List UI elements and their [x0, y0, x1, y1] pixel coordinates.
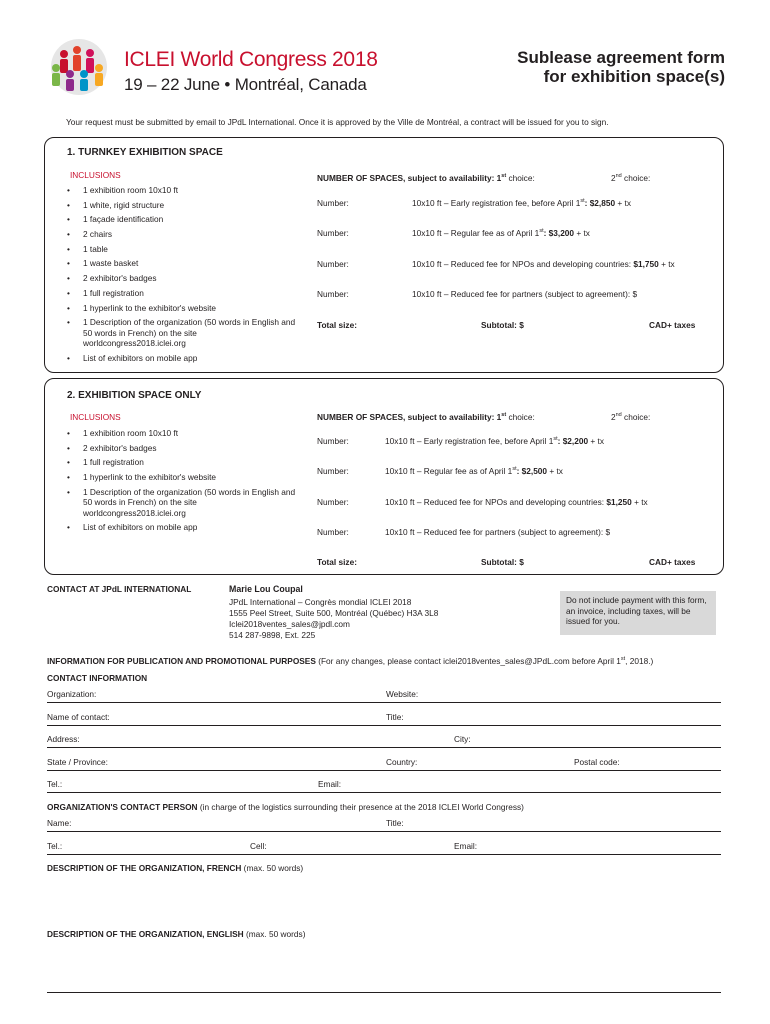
org-contact-title-field[interactable]: Title:	[386, 818, 404, 828]
fee-row-early: 10x10 ft – Early registration fee, before April 1st: $2,200 + tx	[385, 436, 604, 446]
number-field[interactable]: Number:	[317, 497, 349, 507]
spaces-label: NUMBER OF SPACES, subject to availability: 1st choice:	[317, 412, 535, 422]
fee-row-partner: 10x10 ft – Reduced fee for partners (subject to agreement): $	[412, 289, 638, 299]
inclusion-item: • 2 chairs	[67, 229, 297, 240]
contact-info-heading: CONTACT INFORMATION	[47, 673, 148, 683]
description-french-label: DESCRIPTION OF THE ORGANIZATION, FRENCH (max. 50 words)	[47, 863, 304, 873]
org-contact-tel-field[interactable]: Tel.:	[47, 841, 63, 851]
logo-subtitle: 19 – 22 June • Montréal, Canada	[124, 75, 367, 94]
inclusion-item: • 1 table	[67, 244, 297, 255]
fee-row-npo: 10x10 ft – Reduced fee for NPOs and developing countries: $1,250 + tx	[385, 497, 648, 507]
number-field[interactable]: Number:	[317, 259, 349, 269]
number-field[interactable]: Number:	[317, 527, 349, 537]
description-english-label: DESCRIPTION OF THE ORGANIZATION, ENGLISH (max. 50 words)	[47, 929, 306, 939]
section-space-only	[44, 378, 724, 575]
fee-row-early: 10x10 ft – Early registration fee, before April 1st: $2,850 + tx	[412, 198, 631, 208]
cad-taxes: CAD+ taxes	[649, 557, 696, 567]
publication-heading: INFORMATION FOR PUBLICATION AND PROMOTIONAL PURPOSES (For any changes, please contact iclei2018ventes_sales@JPdL.com before April 1st, 2018.)	[47, 656, 654, 666]
org-contact-email-field[interactable]: Email:	[454, 841, 478, 851]
divider	[47, 831, 721, 832]
inclusion-item: • 1 hyperlink to the exhibitor's website	[67, 303, 297, 314]
divider	[47, 747, 721, 748]
total-size-field[interactable]: Total size:	[317, 320, 357, 330]
number-field[interactable]: Number:	[317, 228, 349, 238]
inclusion-item: • 1 façade identification	[67, 214, 297, 225]
inclusion-item: • 1 Description of the organization (50 words in English and 50 words in French) on the site worldcongress2018.iclei.org	[67, 317, 297, 349]
inclusion-item: • 1 white, rigid structure	[67, 200, 297, 211]
fee-row-regular: 10x10 ft – Regular fee as of April 1st: $2,500 + tx	[385, 466, 563, 476]
contact-name: Marie Lou Coupal	[229, 584, 303, 594]
subtotal-field[interactable]: Subtotal: $	[481, 320, 524, 330]
payment-notice: Do not include payment with this form, an invoice, including taxes, will be issued for you.	[560, 591, 716, 635]
org-contact-heading: ORGANIZATION'S CONTACT PERSON (in charge of the logistics surrounding their presence at the 2018 ICLEI World Congress)	[47, 802, 524, 812]
fee-row-partner: 10x10 ft – Reduced fee for partners (subject to agreement): $	[385, 527, 611, 537]
city-field[interactable]: City:	[454, 734, 471, 744]
website-field[interactable]: Website:	[386, 689, 419, 699]
state-field[interactable]: State / Province:	[47, 757, 108, 767]
document-title	[517, 48, 725, 86]
inclusion-item: • 2 exhibitor's badges	[67, 443, 297, 454]
contact-name-field[interactable]: Name of contact:	[47, 712, 110, 722]
contact-details	[229, 597, 438, 641]
number-field[interactable]: Number:	[317, 289, 349, 299]
fee-row-regular: 10x10 ft – Regular fee as of April 1st: $3,200 + tx	[412, 228, 590, 238]
logo-title: ICLEI World Congress 2018	[124, 48, 378, 71]
fee-row-npo: 10x10 ft – Reduced fee for NPOs and developing countries: $1,750 + tx	[412, 259, 675, 269]
inclusions-list	[67, 428, 297, 537]
contact-address: 1555 Peel Street, Suite 500, Montréal (Québec) H3A 3L8	[229, 608, 439, 618]
number-field[interactable]: Number:	[317, 466, 349, 476]
tel-field[interactable]: Tel.:	[47, 779, 63, 789]
description-english-field[interactable]	[47, 944, 721, 988]
organization-field[interactable]: Organization:	[47, 689, 97, 699]
inclusion-item: • 1 exhibition room 10x10 ft	[67, 185, 297, 196]
title-field[interactable]: Title:	[386, 712, 404, 722]
postal-code-field[interactable]: Postal code:	[574, 757, 620, 767]
total-size-field[interactable]: Total size:	[317, 557, 357, 567]
email-field[interactable]: Email:	[318, 779, 342, 789]
intro-text: Your request must be submitted by email to JPdL International. Once it is approved by the Ville de Montréal, a contract will be issued for you to sign.	[66, 117, 609, 127]
iclei-logo-icon	[44, 38, 114, 96]
inclusion-item: • 1 exhibition room 10x10 ft	[67, 428, 297, 439]
inclusion-item: • List of exhibitors on mobile app	[67, 353, 297, 364]
divider	[47, 725, 721, 726]
number-field[interactable]: Number:	[317, 436, 349, 446]
document-title-line2: for exhibition space(s)	[543, 67, 725, 86]
divider	[47, 770, 721, 771]
inclusions-label: INCLUSIONS	[70, 170, 121, 180]
inclusion-item: • 2 exhibitor's badges	[67, 273, 297, 284]
inclusion-item: • 1 full registration	[67, 457, 297, 468]
inclusion-item: • List of exhibitors on mobile app	[67, 522, 297, 533]
section-turnkey	[44, 137, 724, 373]
divider	[47, 992, 721, 993]
inclusions-list	[67, 185, 297, 368]
org-contact-cell-field[interactable]: Cell:	[250, 841, 267, 851]
inclusions-label: INCLUSIONS	[70, 412, 121, 422]
country-field[interactable]: Country:	[386, 757, 418, 767]
inclusion-item: • 1 waste basket	[67, 258, 297, 269]
section-turnkey-title: 1. TURNKEY EXHIBITION SPACE	[67, 147, 223, 158]
divider	[47, 702, 721, 703]
inclusion-item: • 1 full registration	[67, 288, 297, 299]
section-space-only-title: 2. EXHIBITION SPACE ONLY	[67, 390, 202, 401]
contact-company: JPdL International – Congrès mondial ICLEI 2018	[229, 597, 412, 607]
contact-label: CONTACT AT JPdL INTERNATIONAL	[47, 584, 192, 594]
inclusion-item: • 1 Description of the organization (50 words in English and 50 words in French) on the site worldcongress2018.iclei.org	[67, 487, 297, 519]
address-field[interactable]: Address:	[47, 734, 80, 744]
number-field[interactable]: Number:	[317, 198, 349, 208]
divider	[47, 792, 721, 793]
second-choice-label: 2nd choice:	[611, 412, 651, 422]
org-contact-name-field[interactable]: Name:	[47, 818, 72, 828]
spaces-label: NUMBER OF SPACES, subject to availability: 1st choice:	[317, 173, 535, 183]
contact-phone: 514 287-9898, Ext. 225	[229, 630, 316, 640]
cad-taxes: CAD+ taxes	[649, 320, 696, 330]
contact-email[interactable]: Iclei2018ventes_sales@jpdl.com	[229, 619, 350, 629]
description-french-field[interactable]	[47, 878, 721, 924]
second-choice-label: 2nd choice:	[611, 173, 651, 183]
document-title-line1: Sublease agreement form	[517, 48, 725, 67]
subtotal-field[interactable]: Subtotal: $	[481, 557, 524, 567]
divider	[47, 854, 721, 855]
inclusion-item: • 1 hyperlink to the exhibitor's website	[67, 472, 297, 483]
